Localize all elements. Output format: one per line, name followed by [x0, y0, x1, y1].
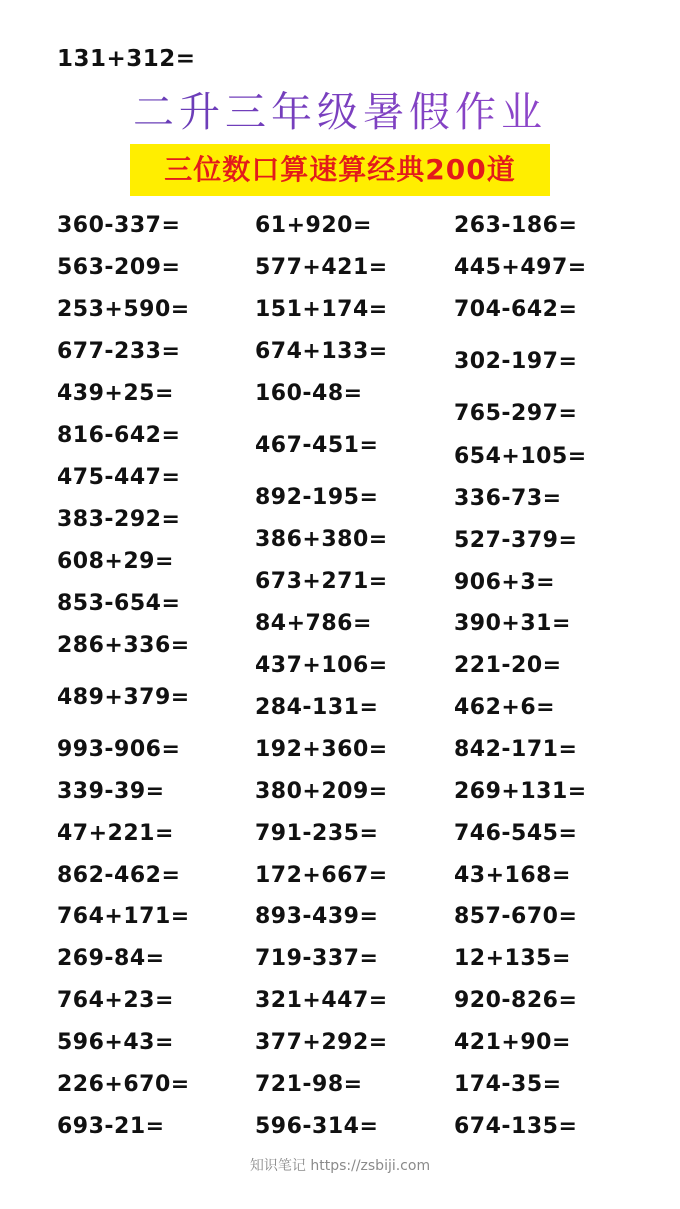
problem-item: 174-35=	[454, 1072, 562, 1097]
problem-item: 386+380=	[255, 527, 388, 552]
problem-item: 421+90=	[454, 1030, 571, 1055]
problem-item: 226+670=	[57, 1072, 190, 1097]
problem-item: 906+3=	[454, 570, 556, 595]
problem-item: 674+133=	[255, 339, 388, 364]
problem-item: 654+105=	[454, 444, 587, 469]
problem-item: 677-233=	[57, 339, 181, 364]
problem-item: 673+271=	[255, 569, 388, 594]
problem-item: 721-98=	[255, 1072, 363, 1097]
problem-item: 467-451=	[255, 433, 379, 458]
problem-item: 857-670=	[454, 904, 578, 929]
problem-item: 596+43=	[57, 1030, 174, 1055]
problem-item: 439+25=	[57, 381, 174, 406]
top-problem: 131+312=	[57, 46, 196, 72]
problem-item: 693-21=	[57, 1114, 165, 1139]
problem-item: 47+221=	[57, 821, 174, 846]
problem-item: 489+379=	[57, 685, 190, 710]
problem-item: 893-439=	[255, 904, 379, 929]
problem-item: 462+6=	[454, 695, 556, 720]
problem-item: 160-48=	[255, 381, 363, 406]
problem-item: 269-84=	[57, 946, 165, 971]
problem-item: 920-826=	[454, 988, 578, 1013]
problem-item: 608+29=	[57, 549, 174, 574]
problem-item: 263-186=	[454, 213, 578, 238]
subtitle-banner: 三位数口算速算经典200道	[130, 144, 550, 196]
problem-item: 527-379=	[454, 528, 578, 553]
problem-item: 286+336=	[57, 633, 190, 658]
problem-item: 253+590=	[57, 297, 190, 322]
problem-item: 284-131=	[255, 695, 379, 720]
problem-item: 892-195=	[255, 485, 379, 510]
problem-item: 61+920=	[255, 213, 372, 238]
problem-item: 765-297=	[454, 401, 578, 426]
problem-item: 390+31=	[454, 611, 571, 636]
problem-item: 151+174=	[255, 297, 388, 322]
problem-item: 380+209=	[255, 779, 388, 804]
problem-item: 43+168=	[454, 863, 571, 888]
problem-item: 719-337=	[255, 946, 379, 971]
problem-item: 377+292=	[255, 1030, 388, 1055]
problem-item: 336-73=	[454, 486, 562, 511]
problem-item: 746-545=	[454, 821, 578, 846]
problem-item: 563-209=	[57, 255, 181, 280]
problem-item: 302-197=	[454, 349, 578, 374]
problem-item: 816-642=	[57, 423, 181, 448]
problem-item: 360-337=	[57, 213, 181, 238]
problem-item: 853-654=	[57, 591, 181, 616]
problem-item: 84+786=	[255, 611, 372, 636]
problem-item: 764+23=	[57, 988, 174, 1013]
problem-item: 704-642=	[454, 297, 578, 322]
footer-watermark: 知识笔记 https://zsbiji.com	[249, 1158, 431, 1174]
problem-item: 862-462=	[57, 863, 181, 888]
problem-item: 596-314=	[255, 1114, 379, 1139]
problem-item: 192+360=	[255, 737, 388, 762]
problem-item: 674-135=	[454, 1114, 578, 1139]
problem-item: 172+667=	[255, 863, 388, 888]
page-title: 二升三年级暑假作业	[0, 84, 680, 140]
problem-item: 339-39=	[57, 779, 165, 804]
problem-item: 321+447=	[255, 988, 388, 1013]
problem-item: 221-20=	[454, 653, 562, 678]
problem-item: 993-906=	[57, 737, 181, 762]
problem-item: 791-235=	[255, 821, 379, 846]
problem-item: 577+421=	[255, 255, 388, 280]
problem-item: 475-447=	[57, 465, 181, 490]
problem-item: 445+497=	[454, 255, 587, 280]
problem-item: 269+131=	[454, 779, 587, 804]
problem-item: 842-171=	[454, 737, 578, 762]
problem-item: 437+106=	[255, 653, 388, 678]
problem-item: 12+135=	[454, 946, 571, 971]
problem-item: 383-292=	[57, 507, 181, 532]
problem-item: 764+171=	[57, 904, 190, 929]
